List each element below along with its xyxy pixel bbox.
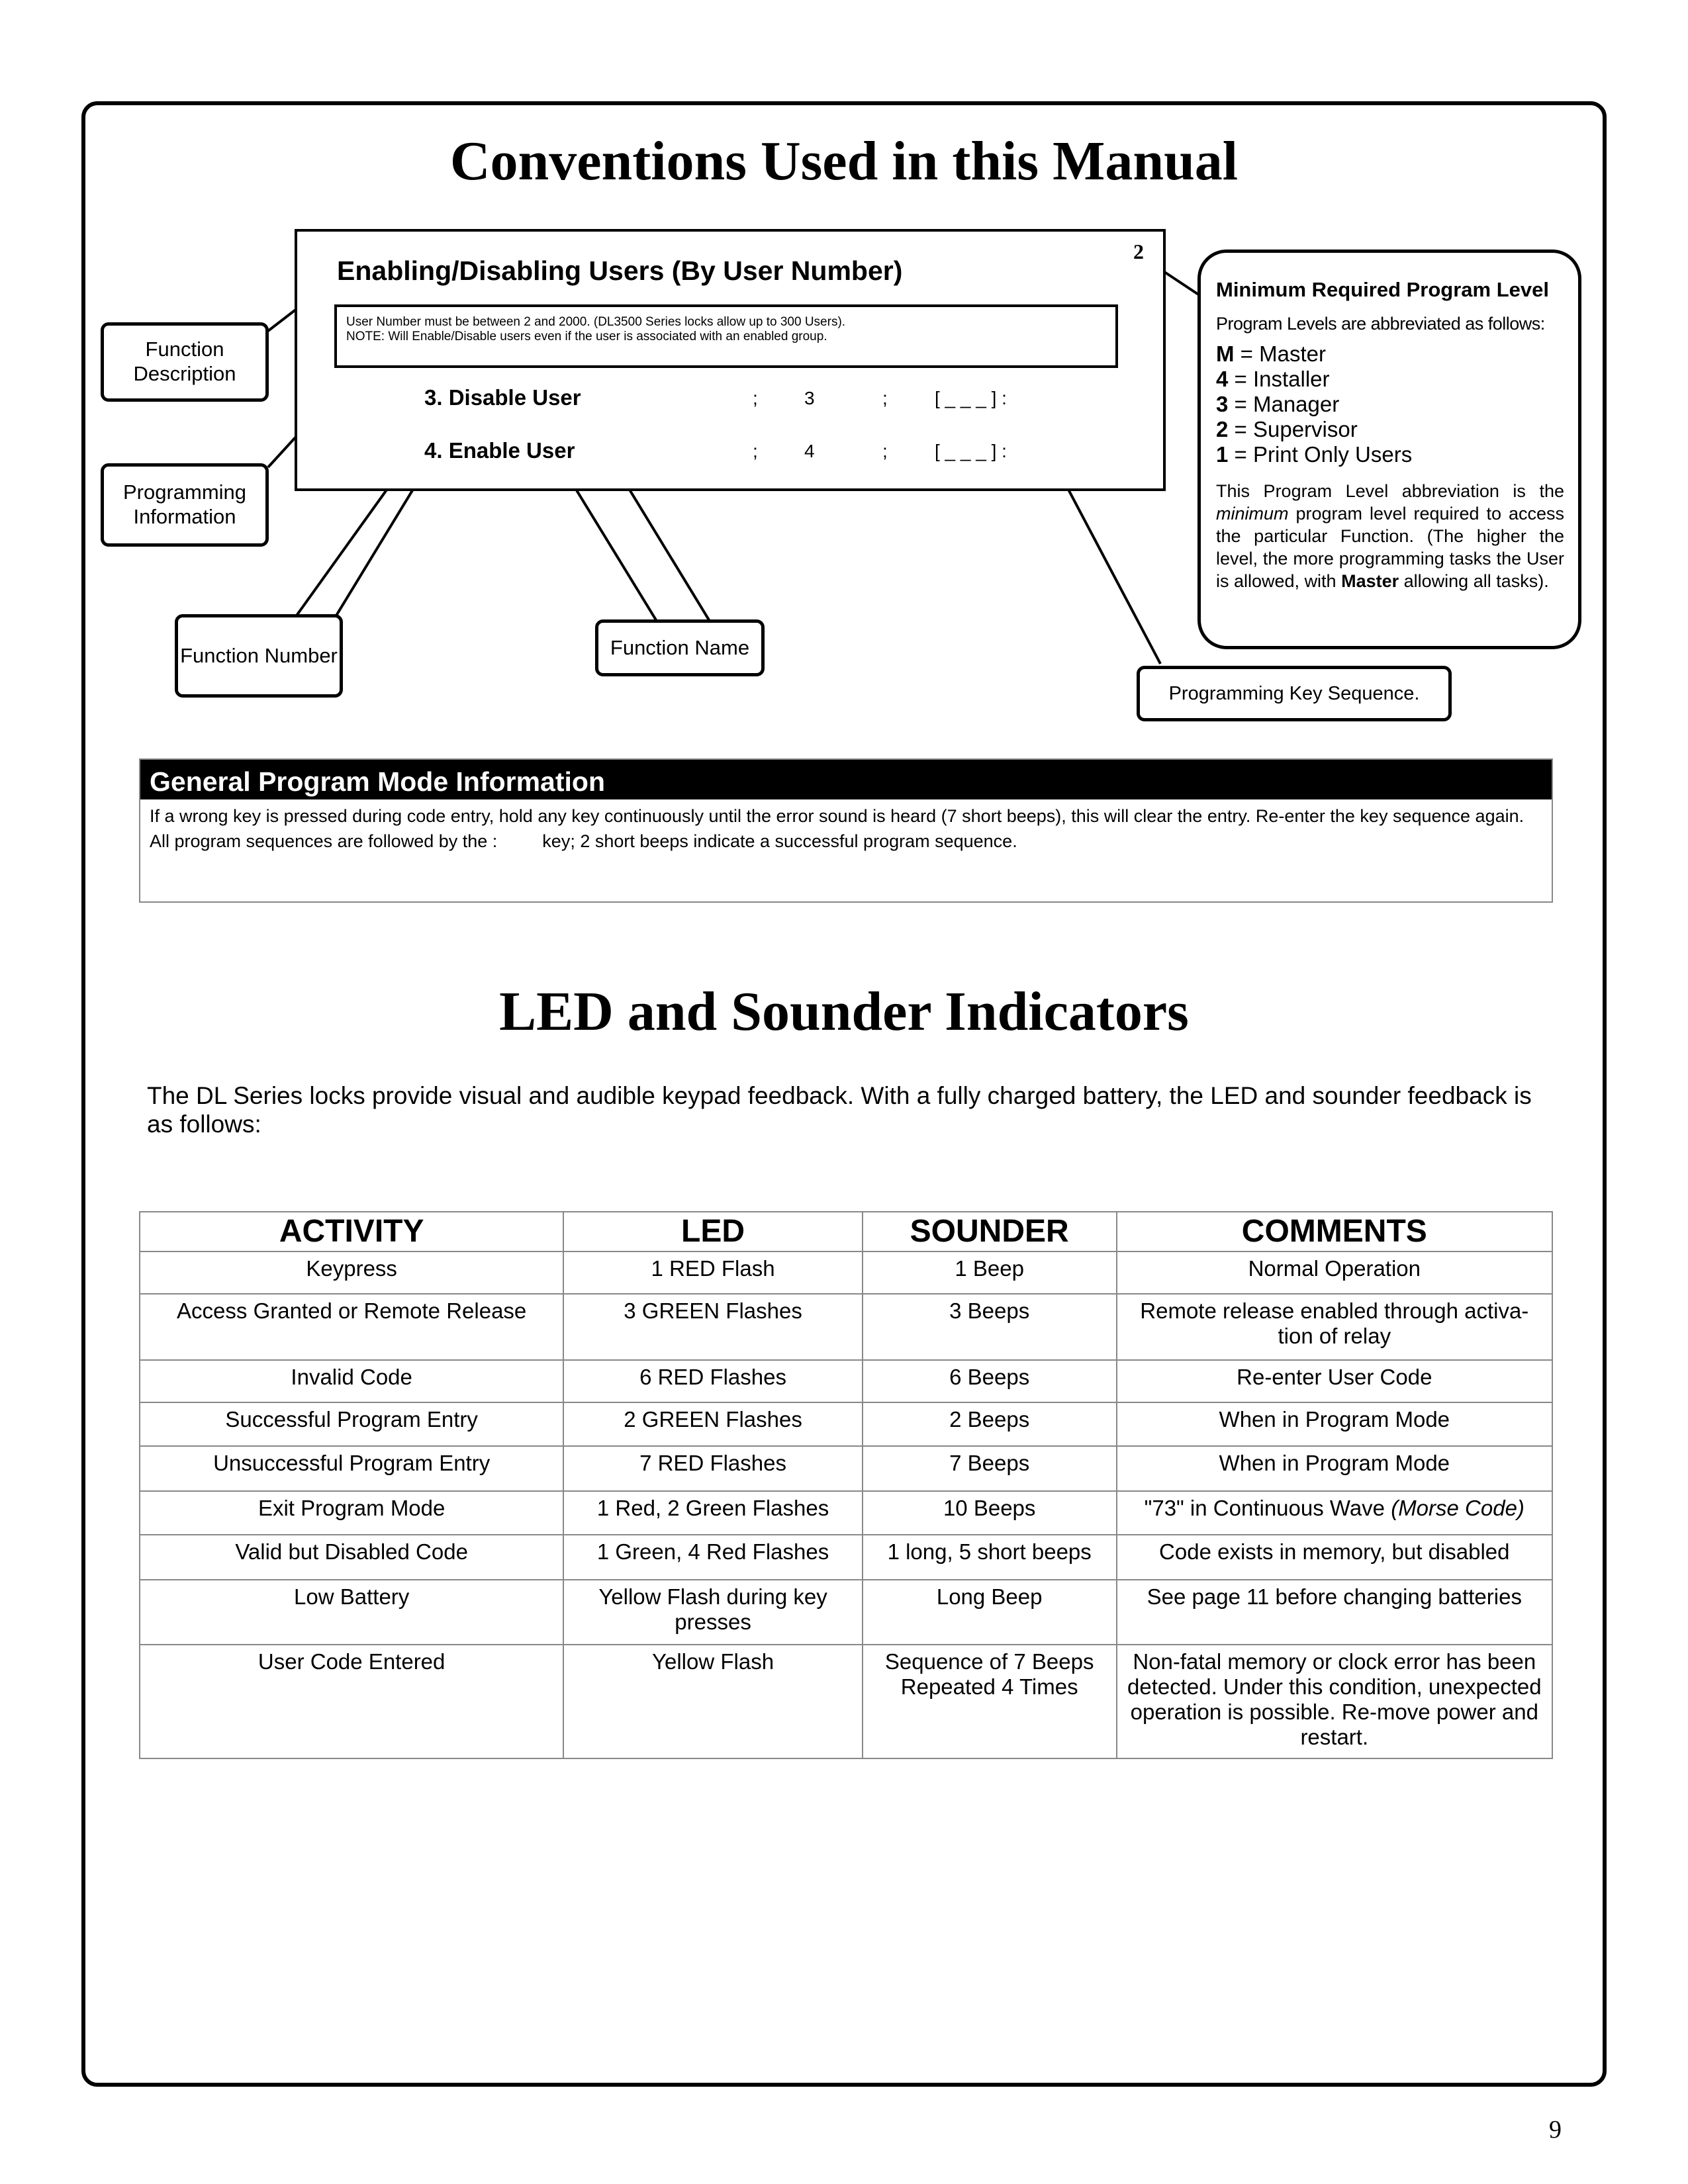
cell: Normal Operation [1117, 1251, 1552, 1294]
col-header: LED [563, 1212, 862, 1251]
program-level-list [1216, 341, 1412, 467]
general-info-box [139, 758, 1553, 903]
info-line-2: NOTE: Will Enable/Disable users even if the user is associated with an enabled group. [346, 330, 827, 343]
table-row [140, 1402, 1552, 1446]
callout-function-number: Function Number [175, 614, 343, 698]
cell: Re-enter User Code [1117, 1360, 1552, 1402]
col-header: COMMENTS [1117, 1212, 1552, 1251]
led-table [139, 1211, 1553, 1759]
arrow-key-sequence [1055, 463, 1160, 664]
key-seq-3: ; [882, 388, 888, 408]
table-row [140, 1645, 1552, 1758]
key-seq-1: ; [753, 441, 758, 461]
cell: 1 Green, 4 Red Flashes [563, 1535, 862, 1580]
col-header: ACTIVITY [140, 1212, 563, 1251]
cell: 3 GREEN Flashes [563, 1294, 862, 1360]
program-level-title: Minimum Required Program Level [1216, 278, 1549, 301]
cell: 7 RED Flashes [563, 1446, 862, 1491]
table-row [140, 1491, 1552, 1535]
cell: 1 long, 5 short beeps [863, 1535, 1117, 1580]
key-seq-4: [ _ _ _ ] : [935, 388, 1007, 408]
function-name-disable: 3. Disable User [424, 385, 581, 410]
cell: When in Program Mode [1117, 1446, 1552, 1491]
callout-function-description: Function Description [101, 322, 269, 402]
cell: Valid but Disabled Code [140, 1535, 563, 1580]
cell: 1 RED Flash [563, 1251, 862, 1294]
key-seq-3: ; [882, 441, 888, 461]
morse-comment: "73" in Continuous Wave (Morse Code) [1144, 1496, 1524, 1520]
general-info-line-1: If a wrong key is pressed during code entry, hold any key continuously until the error sound is heard (7 short beeps), this will clear the entry. Re-enter the key sequence again. [150, 806, 1524, 826]
cell: When in Program Mode [1117, 1402, 1552, 1446]
cell: 10 Beeps [863, 1491, 1117, 1535]
cell: 2 Beeps [863, 1402, 1117, 1446]
cell: Successful Program Entry [140, 1402, 563, 1446]
cell [1117, 1491, 1552, 1535]
general-info-header: General Program Mode Information [140, 760, 1552, 799]
col-header: SOUNDER [863, 1212, 1117, 1251]
callout-function-name: Function Name [595, 619, 765, 676]
cell: 6 RED Flashes [563, 1360, 862, 1402]
cell: 1 Beep [863, 1251, 1117, 1294]
callout-programming-key-sequence: Programming Key Sequence. [1137, 666, 1452, 721]
level-item: 3 = Manager [1216, 392, 1340, 416]
cell: Non-fatal memory or clock error has been detected. Under this condition, unexpected operation is possible. Re-move power and restart. [1117, 1645, 1552, 1758]
cell: 3 Beeps [863, 1294, 1117, 1360]
led-intro: The DL Series locks provide visual and audible keypad feedback. With a fully charged battery, the LED and sounder feedback is as follows: [147, 1082, 1532, 1138]
cell: 6 Beeps [863, 1360, 1117, 1402]
table-row [140, 1446, 1552, 1491]
function-name-enable: 4. Enable User [424, 438, 575, 463]
program-level-box [1197, 250, 1581, 649]
level-item: 4 = Installer [1216, 367, 1330, 391]
general-info-line-2: All program sequences are followed by the : key; 2 short beeps indicate a successful program sequence. [150, 831, 1017, 851]
callout-programming-information: Programming Information [101, 463, 269, 547]
cell: Yellow Flash during key presses [563, 1580, 862, 1645]
table-row [140, 1360, 1552, 1402]
cell: Exit Program Mode [140, 1491, 563, 1535]
table-row [140, 1535, 1552, 1580]
key-seq-4: [ _ _ _ ] : [935, 441, 1007, 461]
cell: 2 GREEN Flashes [563, 1402, 862, 1446]
key-seq-2: 4 [804, 441, 815, 461]
led-section-title: LED and Sounder Indicators [499, 981, 1189, 1042]
info-line-1: User Number must be between 2 and 2000. (DL3500 Series locks allow up to 300 Users). [346, 315, 846, 329]
cell: Remote release enabled through activa-tion of relay [1117, 1294, 1552, 1360]
cell: Low Battery [140, 1580, 563, 1645]
cell: Unsuccessful Program Entry [140, 1446, 563, 1491]
level-item: M = Master [1216, 341, 1326, 366]
cell: Access Granted or Remote Release [140, 1294, 563, 1360]
page-number: 9 [1549, 2116, 1562, 2144]
cell: See page 11 before changing batteries [1117, 1580, 1552, 1645]
cell: Yellow Flash [563, 1645, 862, 1758]
cell: Code exists in memory, but disabled [1117, 1535, 1552, 1580]
program-level-number: 2 [1133, 240, 1144, 263]
programming-info-box [334, 304, 1118, 368]
cell: Invalid Code [140, 1360, 563, 1402]
cell: Keypress [140, 1251, 563, 1294]
sample-function-box [295, 229, 1166, 491]
cell: Long Beep [863, 1580, 1117, 1645]
level-item: 2 = Supervisor [1216, 417, 1358, 441]
table-header-row [140, 1212, 1552, 1251]
level-item: 1 = Print Only Users [1216, 442, 1413, 467]
table-row [140, 1580, 1552, 1645]
table-row [140, 1294, 1552, 1360]
program-level-subtitle: Program Levels are abbreviated as follows: [1216, 314, 1545, 334]
cell: 7 Beeps [863, 1446, 1117, 1491]
cell: 1 Red, 2 Green Flashes [563, 1491, 862, 1535]
cell: Sequence of 7 Beeps Repeated 4 Times [863, 1645, 1117, 1758]
cell: User Code Entered [140, 1645, 563, 1758]
program-level-description: This Program Level abbreviation is the minimum program level required to access the particular Function. (The higher the level, the more programming tasks the User is allowed, with Master allowing all tasks). [1216, 481, 1564, 591]
key-seq-1: ; [753, 388, 758, 408]
table-row [140, 1251, 1552, 1294]
function-title: Enabling/Disabling Users (By User Number) [337, 255, 903, 286]
key-seq-2: 3 [804, 388, 815, 408]
conventions-title: Conventions Used in this Manual [449, 130, 1239, 192]
